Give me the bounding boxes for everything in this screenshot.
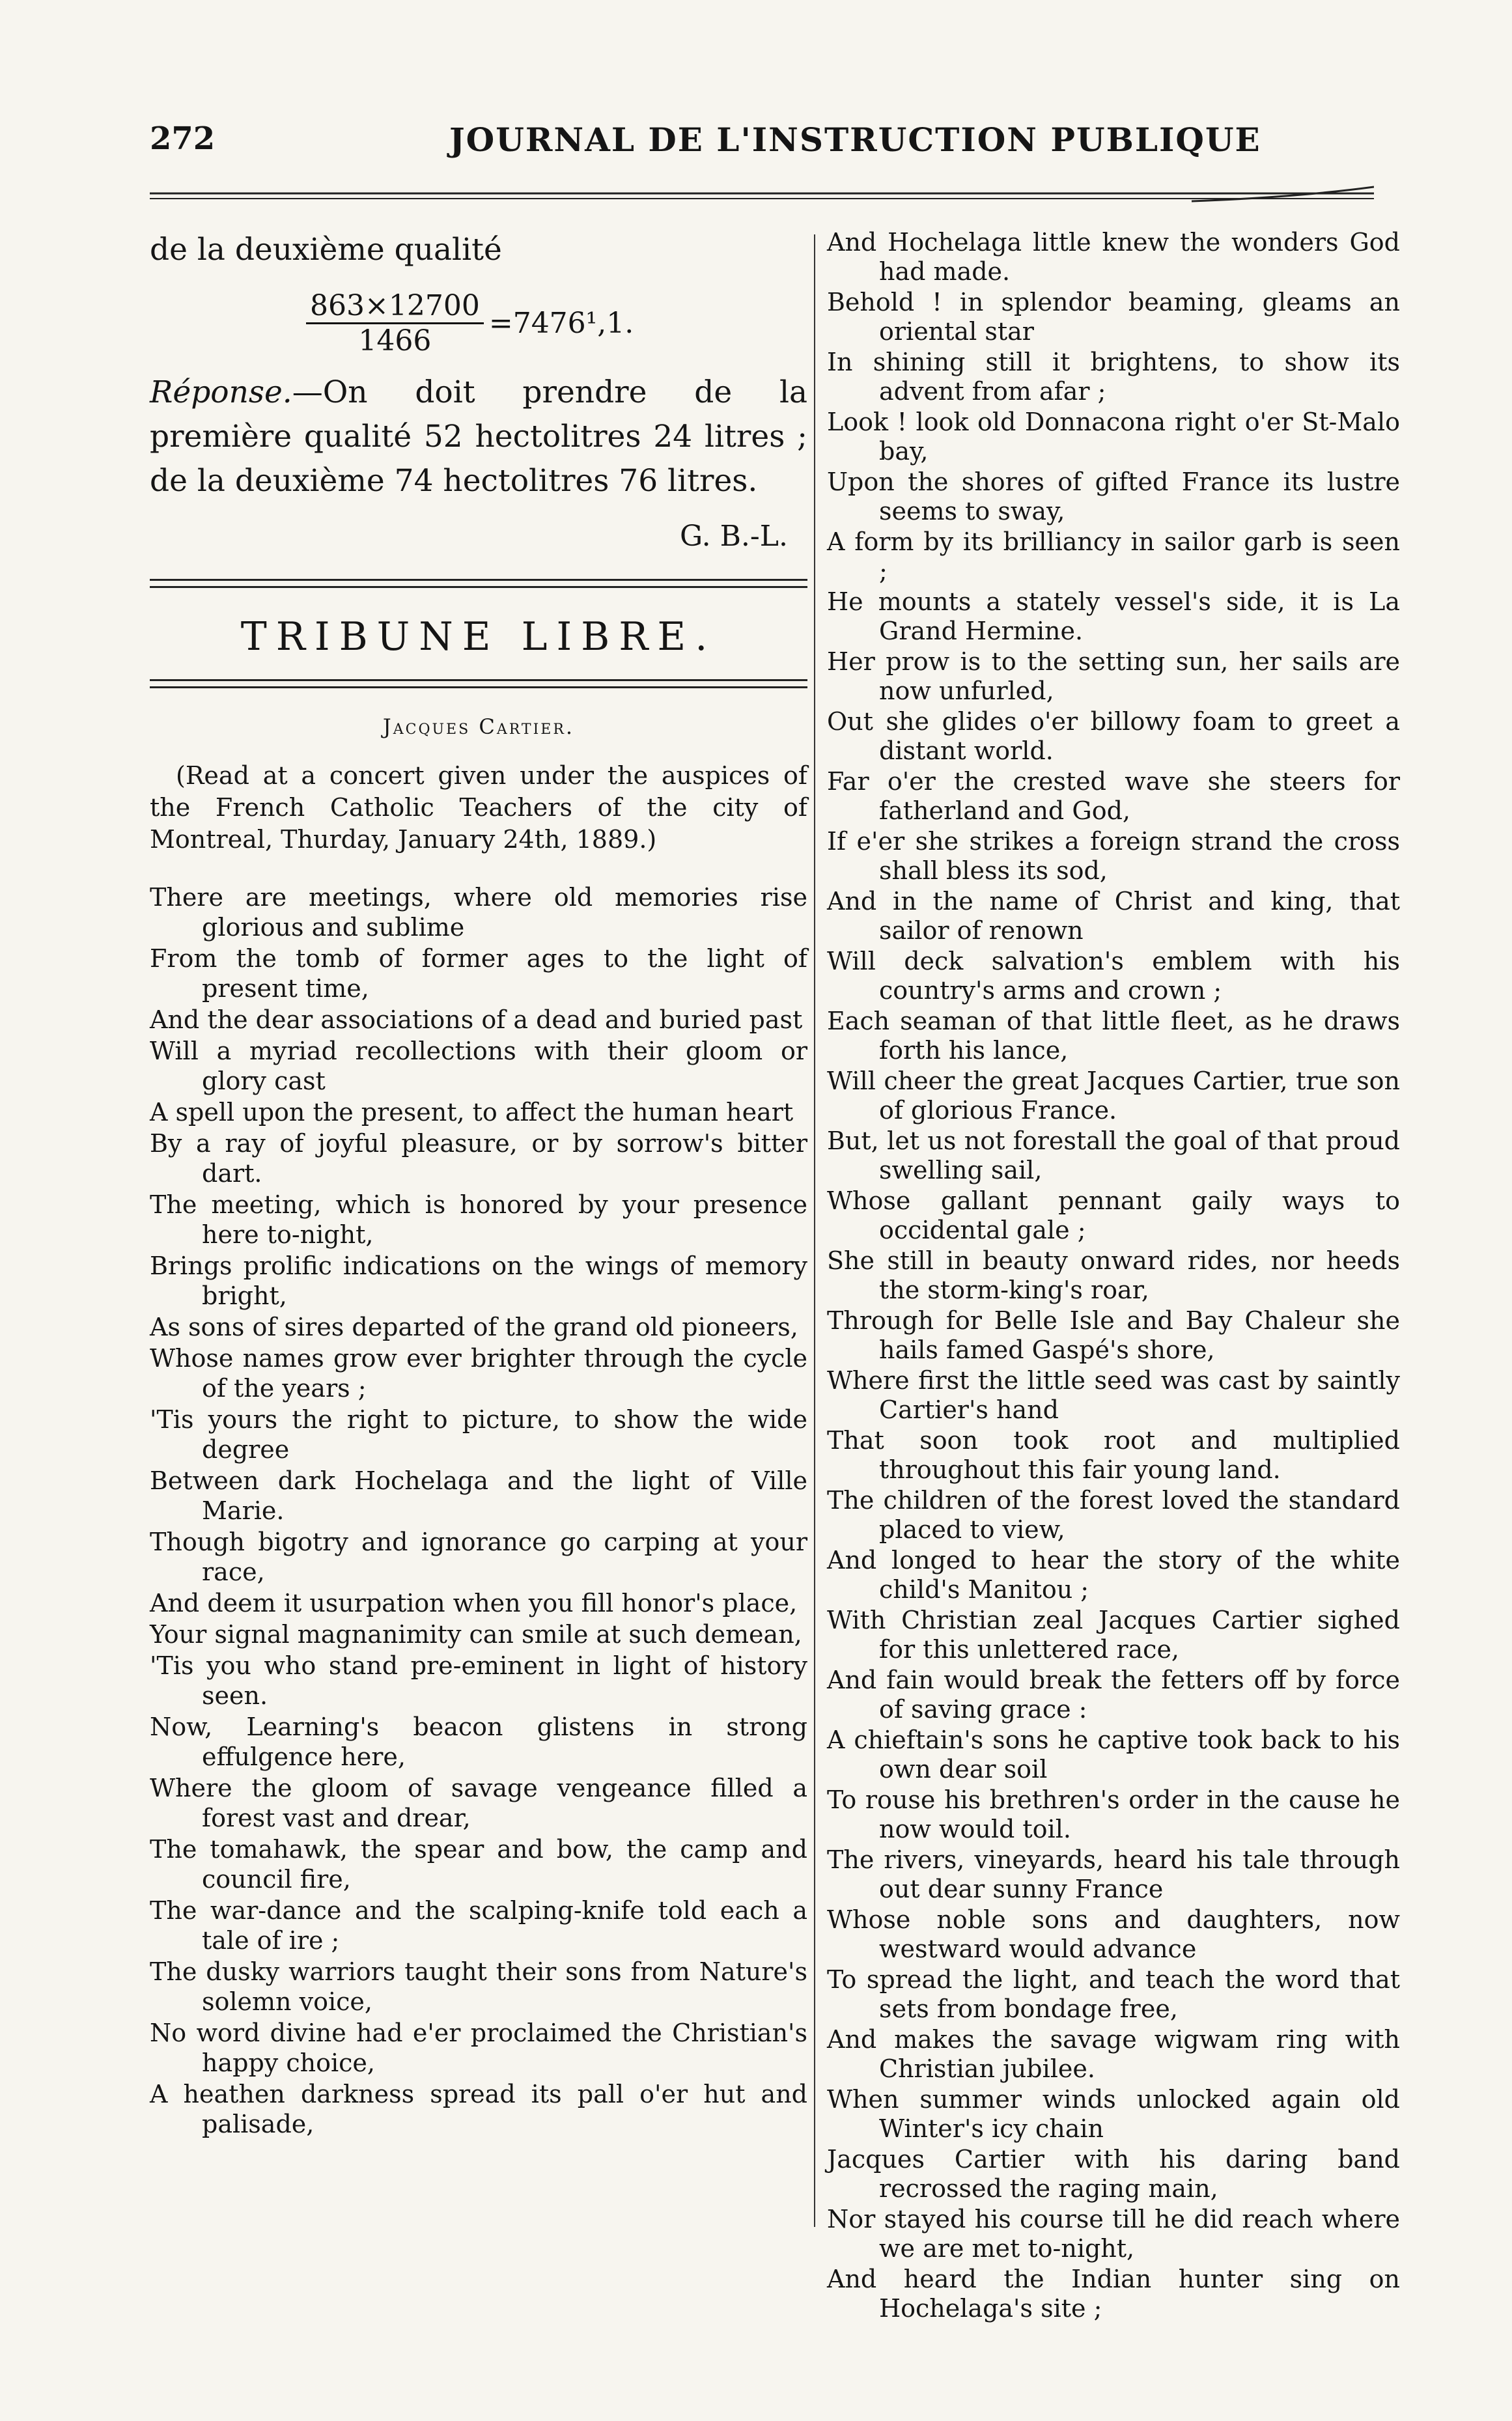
poem-line: A heathen darkness spread its pall o'er hut and palisade, [150, 2079, 807, 2138]
poem-line: Brings prolific indications on the wings of memory bright, [150, 1251, 807, 1310]
poem-line: A spell upon the present, to affect the human heart [150, 1097, 794, 1127]
header-rule [150, 186, 1374, 212]
poem-line: Where first the little seed was cast by saintly Cartier's hand [827, 1366, 1400, 1424]
poem-line: Nor stayed his course till he did reach where we are met to-night, [827, 2205, 1400, 2263]
poem-line: The tomahawk, the spear and bow, the camp and council fire, [150, 1834, 807, 1894]
poem-line: Will a myriad recollections with their gloom or glory cast [150, 1036, 807, 1095]
continuation-text: de la deuxième qualité [150, 232, 502, 268]
right-column [827, 228, 1400, 2325]
poem-line: 'Tis you who stand pre-eminent in light of history seen. [150, 1651, 807, 1710]
poem-line: Out she glides o'er billowy foam to greet a distant world. [827, 707, 1400, 765]
poem-line: Upon the shores of gifted France its lustre seems to sway, [827, 468, 1400, 525]
poem-line: And the dear associations of a dead and buried past [150, 1005, 803, 1034]
fraction-equation [306, 289, 807, 357]
poem-left [150, 882, 807, 2139]
signature: G. B.-L. [680, 519, 788, 553]
poem-line: The dusky warriors taught their sons from Nature's solemn voice, [150, 1957, 807, 2016]
poem-line: Whose gallant pennant gaily ways to occidental gale ; [827, 1186, 1400, 1244]
poem-line: As sons of sires departed of the grand old pioneers, [150, 1312, 798, 1341]
poem-line: Look ! look old Donnacona right o'er St-Malo bay, [827, 408, 1400, 466]
answer-paragraph [150, 371, 807, 503]
poem-line: With Christian zeal Jacques Cartier sighed for this unlettered race, [827, 1606, 1400, 1664]
page-header [150, 120, 1374, 166]
fraction-numerator: 863×12700 [306, 289, 484, 324]
poem-line: In shining still it brightens, to show its advent from afar ; [827, 348, 1400, 406]
poem-line: The children of the forest loved the standard placed to view, [827, 1486, 1400, 1544]
poem-line: To rouse his brethren's order in the cause he now would toil. [827, 1785, 1400, 1843]
poem-line: There are meetings, where old memories rise glorious and sublime [150, 882, 807, 942]
left-column [150, 228, 807, 2140]
poem-line: Through for Belle Isle and Bay Chaleur she hails famed Gaspé's shore, [827, 1306, 1400, 1364]
section-title: TRIBUNE LIBRE. [240, 613, 717, 660]
poem-line: When summer winds unlocked again old Winter's icy chain [827, 2085, 1400, 2143]
poem-line: That soon took root and multiplied throughout this fair young land. [827, 1426, 1400, 1484]
page-number: 272 [150, 120, 216, 157]
poem-line: Jacques Cartier with his daring band recrossed the raging main, [827, 2145, 1400, 2203]
poem-line: And fain would break the fetters off by force of saving grace : [827, 1666, 1400, 1724]
poem-line: And longed to hear the story of the white child's Manitou ; [827, 1546, 1400, 1604]
poem-line: By a ray of joyful pleasure, or by sorrow's bitter dart. [150, 1128, 807, 1188]
poem-line: Whose noble sons and daughters, now westward would advance [827, 1905, 1400, 1963]
poem-line: Behold ! in splendor beaming, gleams an oriental star [827, 288, 1400, 346]
poem-line: Will deck salvation's emblem with his country's arms and crown ; [827, 947, 1400, 1005]
poem-line: Each seaman of that little fleet, as he draws forth his lance, [827, 1007, 1400, 1065]
poem-intro: (Read at a concert given under the auspices of the French Catholic Teachers of the city of Montreal, Thurday, January 24th, 1889.) [150, 761, 807, 854]
poem-line: And deem it usurpation when you fill honor's place, [150, 1588, 798, 1617]
poem-line: Whose names grow ever brighter through the cycle of the years ; [150, 1343, 807, 1403]
poem-line: Now, Learning's beacon glistens in strong effulgence here, [150, 1712, 807, 1771]
poem-line: And in the name of Christ and king, that sailor of renown [827, 887, 1400, 945]
poem-right [827, 228, 1400, 2323]
column-divider [814, 234, 815, 2227]
poem-line: Where the gloom of savage vengeance filled a forest vast and drear, [150, 1773, 807, 1832]
fraction-result: =7476¹,1. [488, 307, 634, 341]
poem-line: To spread the light, and teach the word that sets from bondage free, [827, 1965, 1400, 2023]
poem-line: From the tomb of former ages to the light of present time, [150, 944, 807, 1003]
poem-line: The war-dance and the scalping-knife told each a tale of ire ; [150, 1896, 807, 1955]
poem-line: Between dark Hochelaga and the light of Ville Marie. [150, 1466, 807, 1525]
poem-line: But, let us not forestall the goal of that proud swelling sail, [827, 1127, 1400, 1184]
section-rule-top [150, 579, 807, 588]
poem-line: And Hochelaga little knew the wonders God had made. [827, 228, 1400, 286]
poem-line: Her prow is to the setting sun, her sails are now unfurled, [827, 647, 1400, 705]
poem-title: Jacques Cartier. [382, 714, 575, 739]
poem-line: Far o'er the crested wave she steers for fatherland and God, [827, 767, 1400, 825]
poem-line: A chieftain's sons he captive took back to his own dear soil [827, 1726, 1400, 1784]
answer-text: —On doit prendre de la première qualité 52 hectolitres 24 litres ; de la deuxième 74 hectolitres 76 litres. [150, 374, 807, 499]
fraction-denominator: 1466 [358, 324, 432, 358]
poem-line: She still in beauty onward rides, nor heeds the storm-king's roar, [827, 1246, 1400, 1304]
poem-line: A form by its brilliancy in sailor garb is seen ; [827, 527, 1400, 585]
running-title: JOURNAL DE L'INSTRUCTION PUBLIQUE [449, 120, 1261, 159]
poem-line: He mounts a stately vessel's side, it is La Grand Hermine. [827, 587, 1400, 645]
poem-line: And heard the Indian hunter sing on Hochelaga's site ; [827, 2265, 1400, 2323]
poem-line: If e'er she strikes a foreign strand the cross shall bless its sod, [827, 827, 1400, 885]
poem-line: The meeting, which is honored by your presence here to-night, [150, 1190, 807, 1249]
poem-line: No word divine had e'er proclaimed the Christian's happy choice, [150, 2018, 807, 2077]
poem-line: And makes the savage wigwam ring with Christian jubilee. [827, 2025, 1400, 2083]
poem-line: The rivers, vineyards, heard his tale through out dear sunny France [827, 1845, 1400, 1903]
poem-line: 'Tis yours the right to picture, to show the wide degree [150, 1405, 807, 1464]
poem-line: Your signal magnanimity can smile at such demean, [150, 1619, 802, 1649]
poem-line: Will cheer the great Jacques Cartier, true son of glorious France. [827, 1067, 1400, 1125]
section-rule-bottom [150, 679, 807, 688]
poem-line: Though bigotry and ignorance go carping at your race, [150, 1527, 807, 1586]
answer-label: Réponse. [150, 374, 292, 411]
